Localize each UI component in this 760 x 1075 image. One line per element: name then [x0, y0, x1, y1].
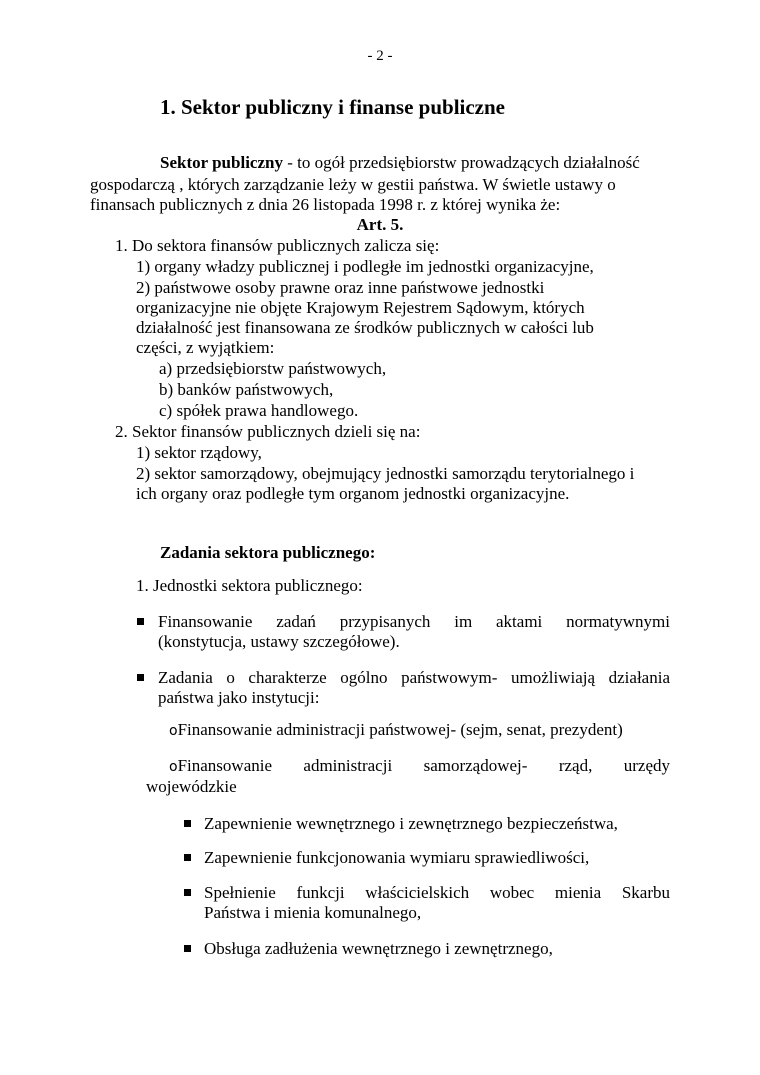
sub-item-line — [169, 720, 623, 741]
bullet-line: (konstytucja, ustawy szczegółowe). — [158, 632, 400, 651]
sub-item-text: Finansowanie administracji samorządowej- rząd, urzędy — [177, 756, 670, 775]
bullet-line: Finansowanie zadań przypisanych im aktami normatywnymi — [158, 612, 670, 631]
circle-bullet-icon: o — [169, 723, 178, 739]
definition-text: - to ogół przedsiębiorstw prowadzących działalność — [282, 153, 640, 172]
square-bullet-icon — [184, 889, 191, 896]
square-bullet-icon — [137, 618, 144, 625]
definition-line-1 — [160, 153, 640, 173]
sub-bullet-item: Obsługa zadłużenia wewnętrznego i zewnętrznego, — [204, 939, 553, 958]
article-item-2-2-line: ich organy oraz podległe tym organom jednostki organizacyjne. — [136, 484, 570, 503]
square-bullet-icon — [137, 674, 144, 681]
square-bullet-icon — [184, 854, 191, 861]
article-item-2-2-line: 2) sektor samorządowy, obejmujący jednostki samorządu terytorialnego i — [136, 464, 635, 483]
article-item-2-1: 1) sektor rządowy, — [136, 443, 262, 462]
definition-term: Sektor publiczny — [160, 153, 283, 172]
bullet-line: państwa jako instytucji: — [158, 688, 320, 707]
article-item-1-2-line: części, z wyjątkiem: — [136, 338, 275, 357]
article-item-1-2-line: organizacyjne nie objęte Krajowym Rejestrem Sądowym, których — [136, 298, 585, 317]
page-title: 1. Sektor publiczny i finanse publiczne — [160, 95, 506, 119]
sub-bullet-line: Spełnienie funkcji właścicielskich wobec mienia Skarbu — [204, 883, 670, 902]
article-item-1-2-line: 2) państwowe osoby prawne oraz inne państwowe jednostki — [136, 278, 545, 297]
exception-item: c) spółek prawa handlowego. — [159, 401, 359, 420]
article-title: Art. 5. — [356, 215, 404, 234]
sub-bullet-item: Zapewnienie wewnętrznego i zewnętrznego bezpieczeństwa, — [204, 814, 618, 833]
numbered-item: 1. Jednostki sektora publicznego: — [136, 576, 363, 595]
exception-item: b) banków państwowych, — [159, 380, 334, 399]
article-item-1-2-line: działalność jest finansowana ze środków publicznych w całości lub — [136, 318, 594, 337]
square-bullet-icon — [184, 945, 191, 952]
sub-bullet-item: Zapewnienie funkcjonowania wymiaru sprawiedliwości, — [204, 848, 590, 867]
sub-bullet-line: Państwa i mienia komunalnego, — [204, 903, 422, 922]
definition-line-3: finansach publicznych z dnia 26 listopada 1998 r. z której wynika że: — [90, 195, 561, 214]
article-item-1: 1. Do sektora finansów publicznych zalicza się: — [115, 236, 440, 255]
bullet-line: Zadania o charakterze ogólno państwowym- umożliwiają działania — [158, 668, 670, 687]
square-bullet-icon — [184, 820, 191, 827]
definition-line-2: gospodarczą , których zarządzanie leży w gestii państwa. W świetle ustawy o — [90, 175, 616, 194]
page-number: - 2 - — [367, 48, 393, 64]
sub-item-text: Finansowanie administracji państwowej- (sejm, senat, prezydent) — [177, 720, 623, 739]
exception-item: a) przedsiębiorstw państwowych, — [159, 359, 387, 378]
article-item-2: 2. Sektor finansów publicznych dzieli się na: — [115, 422, 421, 441]
section-heading: Zadania sektora publicznego: — [160, 543, 376, 562]
circle-bullet-icon: o — [169, 759, 178, 775]
sub-item-line: wojewódzkie — [146, 777, 237, 796]
sub-item-line — [169, 756, 670, 777]
article-item-1-1: 1) organy władzy publicznej i podległe im jednostki organizacyjne, — [136, 257, 594, 276]
